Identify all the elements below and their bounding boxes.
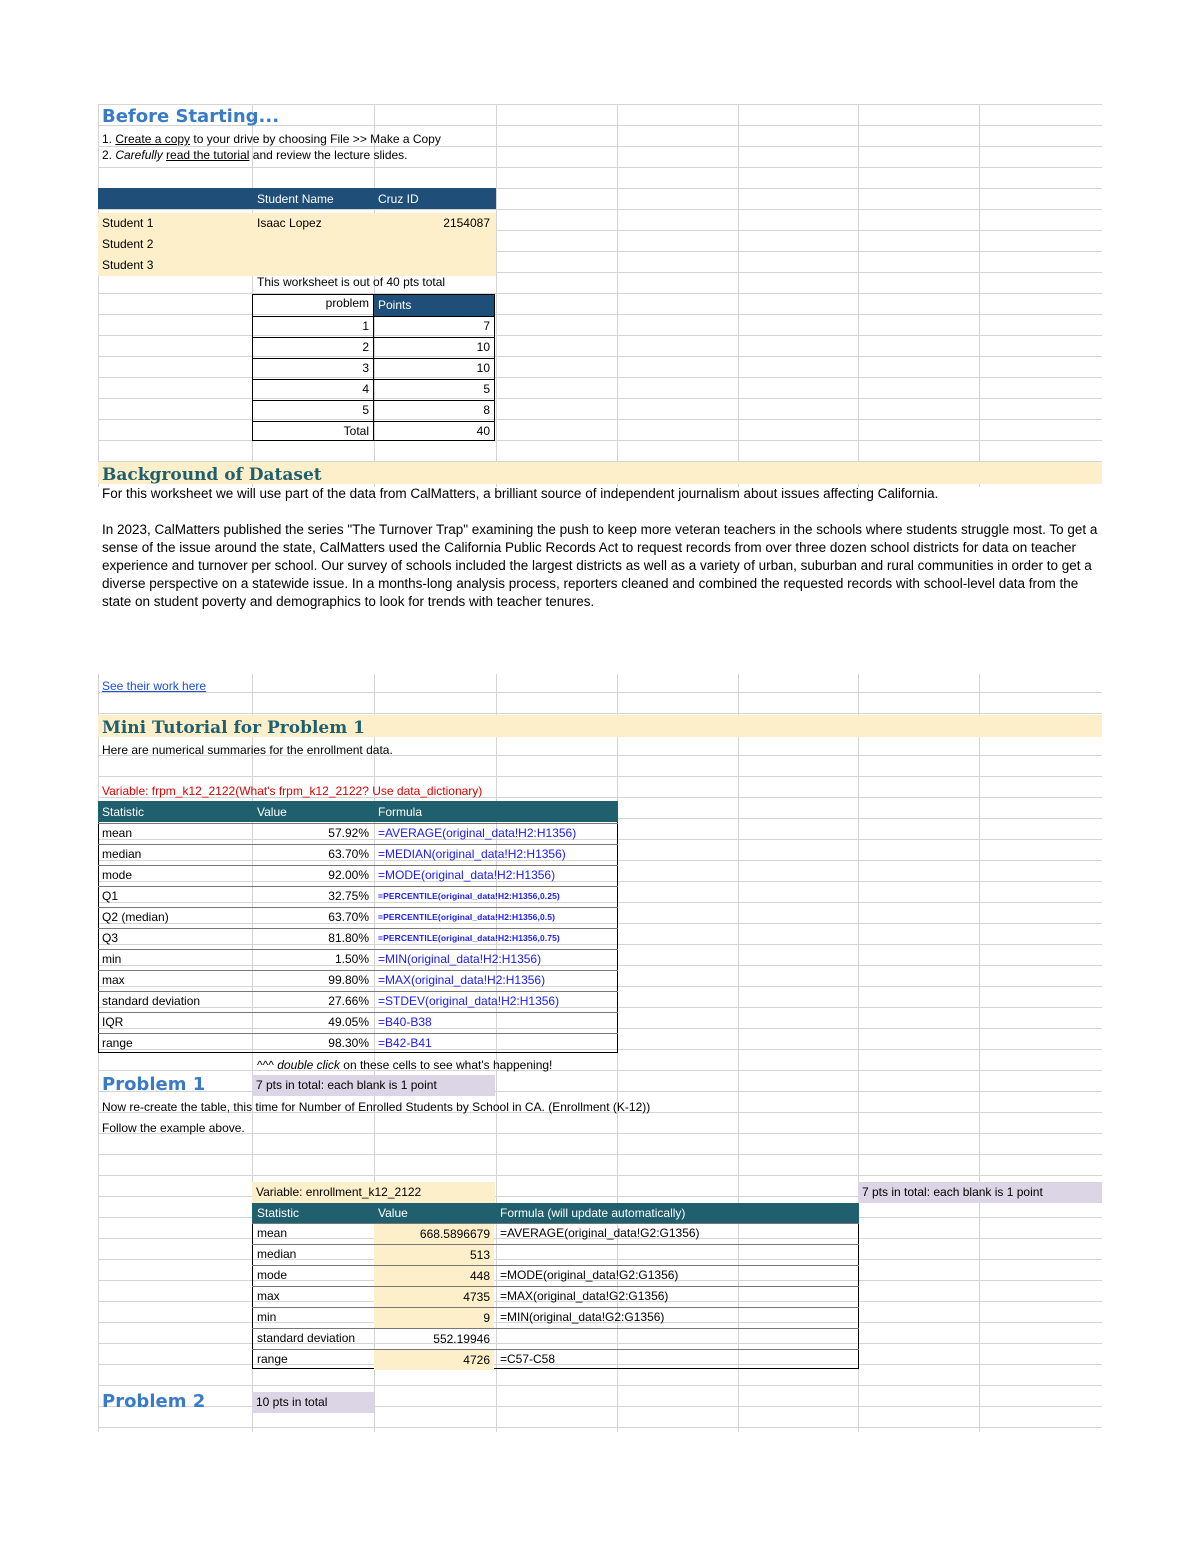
p1-value-input[interactable]: 4726 (374, 1350, 494, 1370)
col-problem: problem (325, 296, 369, 310)
p1-formula: =AVERAGE(original_data!G2:G1356) (500, 1226, 700, 1240)
points-problem-cell: 3 (362, 361, 369, 375)
p1-value-input[interactable]: 513 (374, 1245, 494, 1265)
problem-1-pts: 7 pts in total: each blank is 1 point (252, 1075, 495, 1096)
points-value-cell: 7 (483, 319, 490, 333)
tutorial-stat: mode (102, 868, 133, 882)
background-title: Background of Dataset (102, 465, 322, 485)
p1-stat: range (257, 1352, 288, 1366)
col-cruz-id: Cruz ID (378, 192, 419, 206)
student-2-label: Student 2 (102, 237, 154, 251)
tutorial-title: Mini Tutorial for Problem 1 (102, 718, 365, 738)
p1-stat: max (257, 1289, 280, 1303)
points-problem-cell: 2 (362, 340, 369, 354)
tutorial-value[interactable]: 99.80% (328, 973, 369, 987)
col-value: Value (257, 805, 287, 819)
step-2-prefix: 2. (102, 148, 116, 162)
tutorial-stat: standard deviation (102, 994, 201, 1008)
tutorial-formula: =PERCENTILE(original_data!H2:H1356,0.75) (378, 933, 560, 943)
tutorial-formula: =MEDIAN(original_data!H2:H1356) (378, 847, 566, 861)
problem-1-pts-right: 7 pts in total: each blank is 1 point (858, 1182, 1102, 1203)
col-statistic: Statistic (102, 805, 145, 819)
tutorial-stat: median (102, 847, 142, 861)
create-copy-link[interactable]: Create a copy (115, 132, 191, 146)
p1-value-input[interactable]: 9 (374, 1308, 494, 1328)
student-3-label: Student 3 (102, 258, 154, 272)
problem-1-instruction: Now re-create the table, this time for Number of Enrolled Students by School in CA. (Enrollment (K-12)) (102, 1100, 651, 1114)
see-their-work-link[interactable]: See their work here (102, 679, 207, 693)
tutorial-intro: Here are numerical summaries for the enrollment data. (102, 743, 393, 757)
tutorial-formula: =STDEV(original_data!H2:H1356) (378, 994, 560, 1008)
student-1-name[interactable]: Isaac Lopez (257, 216, 322, 230)
tutorial-value[interactable]: 81.80% (328, 931, 369, 945)
student-1-label: Student 1 (102, 216, 154, 230)
student-1-id[interactable]: 2154087 (443, 216, 490, 230)
double-click-note (253, 1055, 556, 1075)
tutorial-variable: Variable: frpm_k12_2122(What's frpm_k12_2122? Use data_dictionary) (102, 784, 483, 798)
problem-1-variable: Variable: enrollment_k12_2122 (252, 1182, 495, 1203)
background-p2: In 2023, CalMatters published the series "The Turnover Trap" examining the push to keep more veteran teachers in the schools where students struggle most. To get a sense of the issue around the state, CalMatters used the California Public Records Act to request records from over three dozen school districts for data on teacher experience and turnover per school. Our survey of schools included the largest districts as well as a variety of urban, suburban and rural communities in order to get a diverse perspective on a statewide issue. In a months-long analysis process, reporters cleaned and combined the requested records with school-level data from the state on student poverty and demographics to look for trends with teacher tenures. (102, 522, 1098, 609)
problem-1-follow: Follow the example above. (102, 1121, 245, 1135)
tutorial-formula: =MIN(original_data!H2:H1356) (378, 952, 542, 966)
p1-stat: min (257, 1310, 277, 1324)
tutorial-formula: =PERCENTILE(original_data!H2:H1356,0.25) (378, 891, 560, 901)
note-em: double click (277, 1058, 340, 1072)
step-2-em: Carefully (115, 148, 163, 162)
p1-col-formula: Formula (will update automatically) (500, 1206, 686, 1220)
tutorial-stat: max (102, 973, 125, 987)
tutorial-formula: =MODE(original_data!H2:H1356) (378, 868, 556, 882)
points-value-cell: 8 (483, 403, 490, 417)
p1-formula: =MIN(original_data!G2:G1356) (500, 1310, 665, 1324)
tutorial-value[interactable]: 27.66% (328, 994, 369, 1008)
tutorial-stat: Q2 (median) (102, 910, 169, 924)
note-rest: on these cells to see what's happening! (339, 1058, 553, 1072)
tutorial-stat: Q1 (102, 889, 119, 903)
col-points: Points (374, 295, 494, 316)
points-problem-cell: 4 (362, 382, 369, 396)
p1-stat: median (257, 1247, 297, 1261)
step-2 (102, 148, 408, 162)
tutorial-value[interactable]: 63.70% (328, 910, 369, 924)
p1-formula: =MAX(original_data!G2:G1356) (500, 1289, 669, 1303)
problem-2-pts: 10 pts in total (252, 1392, 374, 1413)
p1-value-input[interactable]: 4735 (374, 1287, 494, 1307)
step-1 (102, 132, 441, 146)
tutorial-formula: =MAX(original_data!H2:H1356) (378, 973, 546, 987)
p1-stat: mean (257, 1226, 288, 1240)
note-prefix: ^^^ (257, 1058, 278, 1072)
tutorial-value[interactable]: 32.75% (328, 889, 369, 903)
p1-col-value: Value (378, 1206, 408, 1220)
step-1-prefix: 1. (102, 132, 116, 146)
points-problem-cell: 5 (362, 403, 369, 417)
tutorial-formula: =PERCENTILE(original_data!H2:H1356,0.5) (378, 912, 556, 922)
problem-2-title: Problem 2 (102, 1391, 206, 1412)
tutorial-formula: =B40-B38 (378, 1015, 432, 1029)
points-problem-cell: Total (343, 424, 369, 438)
tutorial-value[interactable]: 98.30% (328, 1036, 369, 1050)
col-formula: Formula (378, 805, 423, 819)
p1-row-divider (252, 1244, 859, 1245)
tutorial-stat: min (102, 952, 122, 966)
points-col-divider (373, 295, 374, 441)
tutorial-value[interactable]: 49.05% (328, 1015, 369, 1029)
step-2-rest: and review the lecture slides. (249, 148, 408, 162)
tutorial-stat: range (102, 1036, 133, 1050)
points-problem-cell: 1 (362, 319, 369, 333)
p1-value-input[interactable]: 448 (374, 1266, 494, 1286)
tutorial-stat: Q3 (102, 931, 119, 945)
points-value-cell: 40 (476, 424, 490, 438)
points-value-cell: 5 (483, 382, 490, 396)
p1-formula: =C57-C58 (500, 1352, 556, 1366)
col-student-name: Student Name (257, 192, 334, 206)
step-1-rest: to your drive by choosing File >> Make a Copy (190, 132, 441, 146)
problem-1-title: Problem 1 (102, 1074, 206, 1095)
p1-col-statistic: Statistic (257, 1206, 300, 1220)
student-row (98, 234, 496, 255)
tutorial-stat: mean (102, 826, 133, 840)
p1-formula: =MODE(original_data!G2:G1356) (500, 1268, 679, 1282)
points-note: This worksheet is out of 40 pts total (257, 275, 446, 289)
tutorial-value[interactable]: 92.00% (328, 868, 369, 882)
points-value-cell: 10 (476, 340, 490, 354)
spreadsheet (98, 104, 1102, 1432)
before-starting-title: Before Starting... (102, 106, 280, 127)
points-value-cell: 10 (476, 361, 490, 375)
tutorial-value[interactable]: 57.92% (328, 826, 369, 840)
p1-value-input[interactable]: 552.19946 (433, 1332, 490, 1346)
tutorial-stat: IQR (102, 1015, 124, 1029)
p1-value-input[interactable]: 668.5896679 (374, 1224, 494, 1244)
tutorial-header-bar (98, 801, 618, 822)
background-p1: For this worksheet we will use part of the data from CalMatters, a brilliant source of independent journalism about issues affecting California. (102, 486, 939, 501)
tutorial-value[interactable]: 63.70% (328, 847, 369, 861)
tutorial-formula: =B42-B41 (378, 1036, 432, 1050)
read-tutorial-link[interactable]: read the tutorial (166, 148, 250, 162)
p1-stat: mode (257, 1268, 288, 1282)
p1-stat: standard deviation (257, 1331, 356, 1345)
tutorial-formula: =AVERAGE(original_data!H2:H1356) (378, 826, 577, 840)
tutorial-value[interactable]: 1.50% (334, 952, 369, 966)
